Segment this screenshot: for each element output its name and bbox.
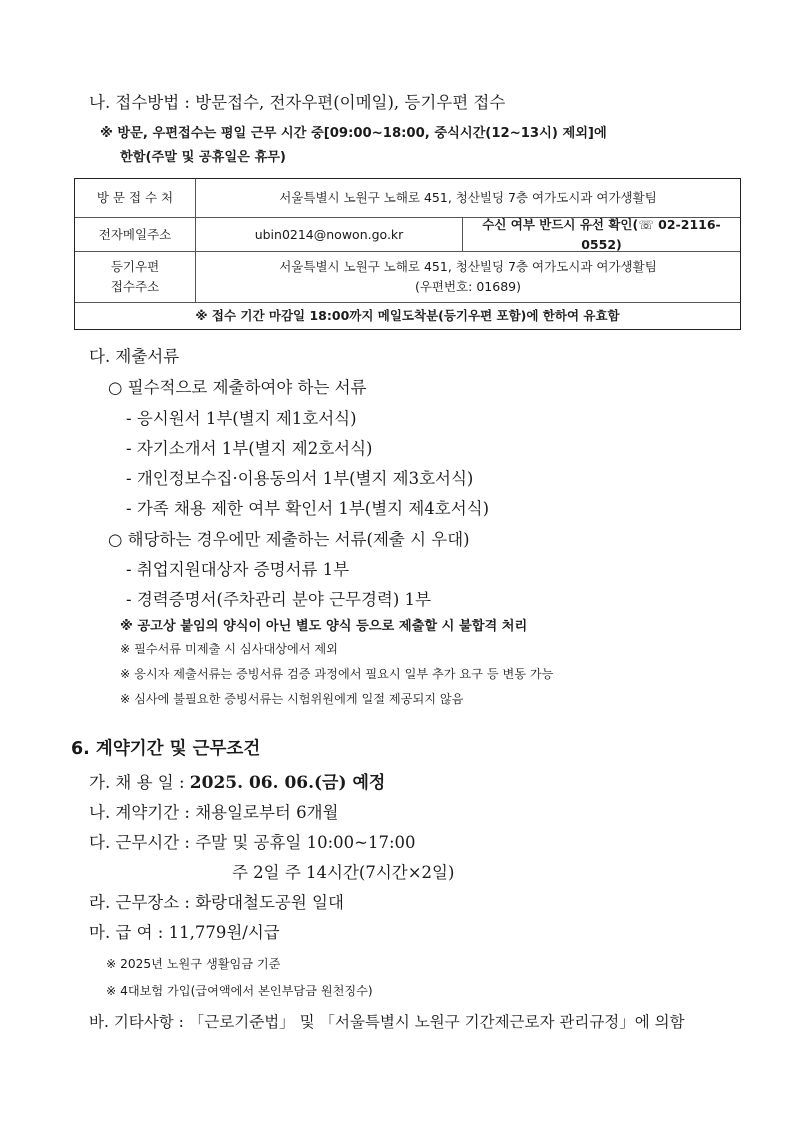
required-item-1: - 응시원서 1부(별지 제1호서식) (126, 409, 357, 428)
visit-label: 방 문 접 수 처 (75, 179, 196, 217)
optional-item-2: - 경력증명서(주차관리 분야 근무경력) 1부 (126, 590, 431, 609)
documents-note-4: ※ 심사에 불필요한 증빙서류는 시험위원에게 일절 제공되지 않음 (120, 692, 464, 706)
table-row-mail (75, 252, 740, 303)
wage-line: 마. 급 여 : 11,779원/시급 (89, 923, 280, 942)
mail-address-line1: 서울특별시 노원구 노해로 451, 청산빌딩 7층 여가도시과 여가생활팀 (279, 259, 657, 274)
mail-label-line1: 등기우편 (110, 259, 160, 274)
contract-period-line: 나. 계약기간 : 채용일로부터 6개월 (89, 803, 339, 822)
section6-title: 6. 계약기간 및 근무조건 (71, 739, 261, 759)
mail-label (75, 252, 196, 302)
phone-confirm-note: 수신 여부 반드시 유선 확인(☏ 02-2116-0552) (482, 216, 721, 252)
work-hours-line: 다. 근무시간 : 주말 및 공휴일 10:00~17:00 (89, 833, 416, 852)
visit-address: 서울특별시 노원구 노해로 451, 청산빌딩 7층 여가도시과 여가생활팀 (279, 190, 657, 205)
table-footer-row (75, 303, 740, 329)
documents-note-3: ※ 응시자 제출서류는 증빙서류 검증 과정에서 필요시 일부 추가 요구 등 변동 가능 (120, 667, 554, 681)
submission-table (74, 178, 741, 330)
required-heading: ○ 필수적으로 제출하여야 하는 서류 (108, 378, 367, 397)
table-footer-note: ※ 접수 기간 마감일 18:00까지 메일도착분(등기우편 포함)에 한하여 유효함 (195, 308, 620, 323)
hire-date-line (89, 768, 385, 793)
other-matters-line: 바. 기타사항 : 「근로기준법」 및 「서울특별시 노원구 기간제근로자 관리규정」에 의함 (89, 1013, 685, 1031)
required-item-3: - 개인정보수집·이용동의서 1부(별지 제3호서식) (126, 469, 474, 488)
workplace-line: 라. 근무장소 : 화랑대철도공원 일대 (89, 893, 344, 912)
optional-item-1: - 취업지원대상자 증명서류 1부 (126, 560, 350, 579)
hire-date-value: 2025. 06. 06.(금) 예정 (189, 773, 386, 793)
wage-note-2: ※ 4대보험 가입(급여액에서 본인부담금 원천징수) (106, 984, 373, 998)
email-label: 전자메일주소 (75, 218, 196, 251)
email-address[interactable]: ubin0214@nowon.go.kr (196, 218, 463, 251)
wage-note-1: ※ 2025년 노원구 생활임금 기준 (106, 957, 281, 971)
table-row-email (75, 218, 740, 252)
documents-note-2: ※ 필수서류 미제출 시 심사대상에서 제외 (120, 642, 338, 656)
method-note-line2: 한함(주말 및 공휴일은 휴무) (120, 150, 286, 165)
work-hours-detail: 주 2일 주 14시간(7시간×2일) (232, 863, 455, 882)
mail-label-line2: 접수주소 (110, 279, 160, 294)
mail-address (196, 252, 740, 302)
required-item-4: - 가족 채용 제한 여부 확인서 1부(별지 제4호서식) (126, 499, 490, 518)
required-item-2: - 자기소개서 1부(별지 제2호서식) (126, 439, 373, 458)
method-line: 나. 접수방법 : 방문접수, 전자우편(이메일), 등기우편 접수 (89, 93, 506, 112)
hire-date-label: 가. 채 용 일 : (89, 773, 190, 792)
table-row-visit (75, 179, 740, 218)
method-note-line1: ※ 방문, 우편접수는 평일 근무 시간 중[09:00~18:00, 중식시간(12~13시) 제외]에 (100, 126, 607, 141)
documents-note-1: ※ 공고상 붙임의 양식이 아닌 별도 양식 등으로 제출할 시 불합격 처리 (120, 619, 528, 634)
optional-heading: ○ 해당하는 경우에만 제출하는 서류(제출 시 우대) (108, 530, 470, 549)
documents-title: 다. 제출서류 (89, 347, 180, 366)
mail-postcode: (우편번호: 01689) (414, 279, 521, 294)
